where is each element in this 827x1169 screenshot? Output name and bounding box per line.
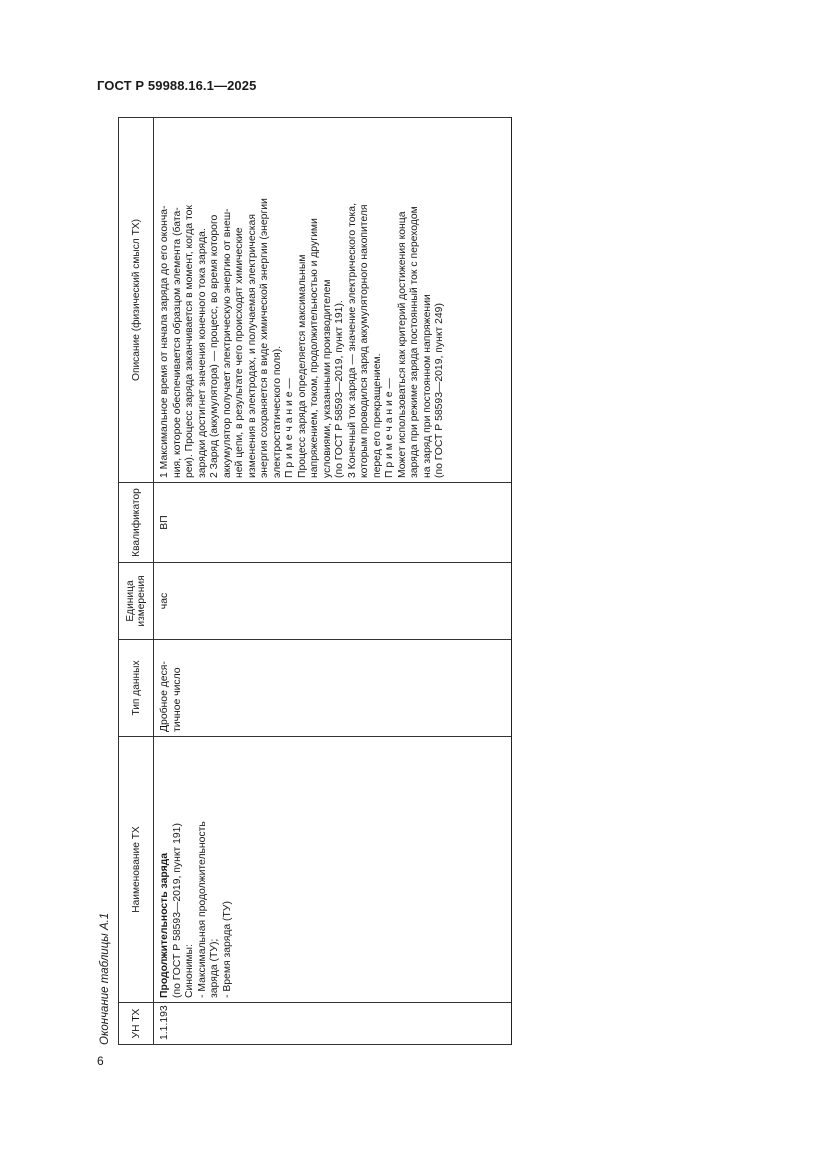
desc-line: перед его прекращением. [371,353,383,478]
table-row [154,118,512,1045]
header-description: Описание (физический смысл ТХ) [119,118,154,483]
name-line: - Время заряда (ТУ) [221,901,233,998]
desc-line: Процесс заряда определяется максимальным [296,254,308,478]
type-line: тичное число [171,667,183,732]
desc-line: аккумулятор получает электрическую энергию от внеш- [221,208,233,478]
desc-line: электростатического поля). [271,345,283,478]
cell-qualifier: ВП [154,483,512,563]
type-line: Дробное деся- [159,661,170,732]
document-code-header: ГОСТ Р 59988.16.1—2025 [97,78,257,93]
cell-description [154,118,512,483]
desc-line: Может использоваться как критерий достижения конца [396,211,408,478]
name-line: Синонимы: [184,944,195,998]
desc-line: которым проводился заряд аккумуляторного накопителя [359,204,370,478]
header-name: Наименование ТХ [119,737,154,1003]
name-line: - Максимальная продолжительность [196,821,208,998]
desc-line: (по ГОСТ Р 58593—2019, пункт 249) [434,303,445,478]
characteristics-table [118,117,512,1045]
desc-line: 1 Максимальное время от начала заряда до его оконча- [159,205,170,478]
cell-unit: час [154,563,512,640]
cell-name [154,737,512,1003]
name-line: заряда (ТУ); [209,938,220,998]
cell-data-type [154,640,512,737]
desc-line: на заряд при постоянном напряжении [421,294,433,478]
desc-line: условиями, указанными производителем [321,279,333,478]
desc-line: реи). Процесс заряда заканчивается в момент, когда ток [184,205,195,478]
name-line: (по ГОСТ Р 58593—2019, пункт 191) [171,823,183,998]
header-qualifier: Квалификатор [119,483,154,563]
desc-line: энергия сохраняется в виде химической энергии (энергии [259,198,270,478]
header-data-type: Тип данных [119,640,154,737]
desc-line: изменения в электродах, и получаемая электрическая [246,214,258,478]
page-number: 6 [97,1054,104,1068]
desc-line: напряжением, током, продолжительностью и другими [309,218,320,478]
rotated-table-area [97,118,491,1045]
desc-line: ней цепи, в результате чего происходят химические [234,227,245,478]
desc-line: 2 Заряд (аккумулятора) — процесс, во время которого [209,214,220,478]
table-caption: Окончание таблицы А.1 [99,912,111,1045]
cell-un: 1.1.193 [154,1003,512,1045]
desc-line: зарядки достигнет значения конечного тока заряда. [196,228,208,478]
note-label: П р и м е ч а н и е — [284,378,295,478]
header-un: УН ТХ [119,1003,154,1045]
desc-line: ния, которое обеспечивается образцом элемента (бата- [171,207,183,478]
table-header-row [119,118,154,1045]
desc-line: (по ГОСТ Р 58593—2019, пункт 191). [334,300,345,478]
header-unit: Единица измерения [119,563,154,640]
characteristic-title: Продолжительность заряда [159,852,170,998]
desc-line: заряда при режиме заряда постоянный ток с переходом [409,206,420,478]
note-label: П р и м е ч а н и е — [384,378,395,478]
desc-line: 3 Конечный ток заряда — значение электрического тока, [346,203,358,478]
